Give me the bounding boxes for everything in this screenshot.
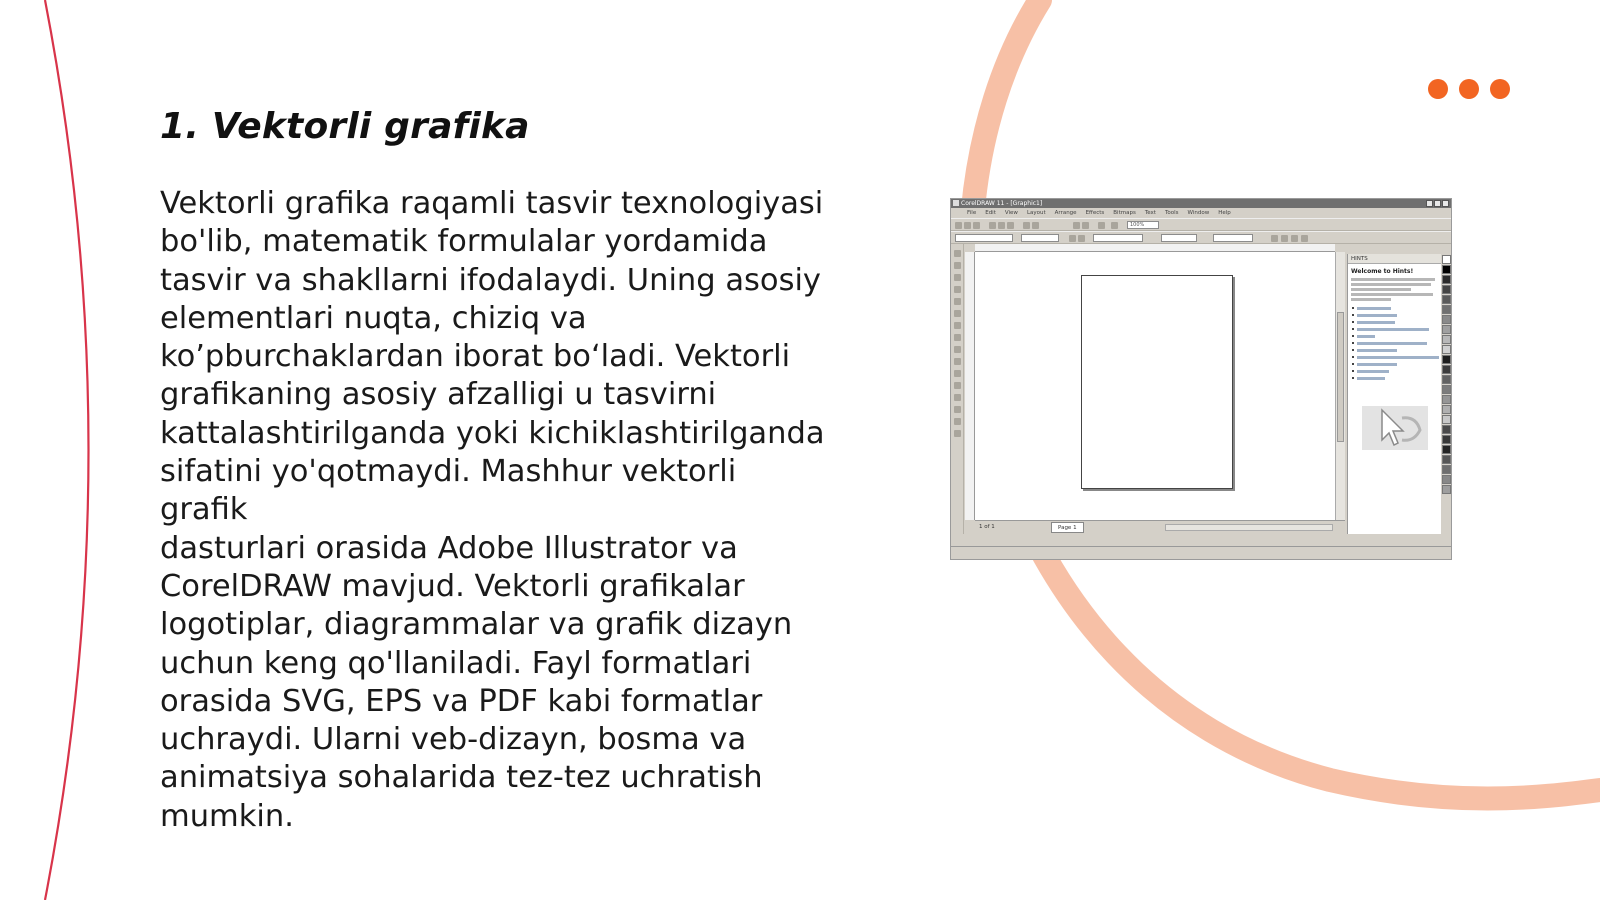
hints-link <box>1357 321 1395 324</box>
hints-text-line <box>1351 288 1411 291</box>
eyedropper-tool-icon <box>954 394 961 401</box>
hints-text-line <box>1351 298 1391 301</box>
page-navigator <box>975 520 1345 534</box>
cut-icon <box>989 222 996 229</box>
duplicate-distance-field <box>1213 234 1253 242</box>
palette-swatch <box>1442 475 1451 484</box>
menu-item: View <box>1004 210 1018 216</box>
menu-item: Help <box>1218 210 1231 216</box>
zoom-field: 100% <box>1127 221 1159 229</box>
palette-swatch <box>1442 335 1451 344</box>
import-icon <box>1073 222 1080 229</box>
coreldraw-screenshot <box>950 198 1452 560</box>
palette-swatch <box>1442 315 1451 324</box>
property-icon <box>1301 235 1308 242</box>
export-icon <box>1082 222 1089 229</box>
hints-link <box>1357 342 1427 345</box>
knife-tool-icon <box>954 274 961 281</box>
shape-tool-icon <box>954 262 961 269</box>
window-controls <box>1426 200 1449 207</box>
minimize-icon <box>1426 200 1433 207</box>
screenshot-window-title: CorelDRAW 11 - [Graphic1] <box>961 200 1043 207</box>
palette-swatch <box>1442 305 1451 314</box>
dot-3 <box>1490 79 1510 99</box>
hints-header: HINTS <box>1348 254 1441 264</box>
palette-swatch <box>1442 285 1451 294</box>
palette-swatch <box>1442 365 1451 374</box>
palette-swatch <box>1442 435 1451 444</box>
standard-toolbar <box>951 218 1451 231</box>
hints-link <box>1357 370 1389 373</box>
close-icon <box>1442 200 1449 207</box>
screenshot-menubar <box>951 208 1451 218</box>
basic-shapes-tool-icon <box>954 358 961 365</box>
palette-swatch <box>1442 325 1451 334</box>
slide-body-text: Vektorli grafika raqamli tasvir texnologiyasi bo'lib, matematik formulalar yordamida tasvir va shakllarni ifodalaydi. Uning asosiy elementlari nuqta, chiziq va ko’pburchaklardan iborat bo‘ladi. Vektorli grafikaning asosiy afzalligi u tasvirni kattalashtirilganda yoki kichiklashtirilganda sifatini yo'qotmaydi. Mashhur vektorli grafik dasturlari orasida Adobe Illustrator va CorelDRAW mavjud. Vektorli grafikalar logotiplar, diagrammalar va grafik dizayn uchun keng qo'llaniladi. Fayl formatlari orasida SVG, EPS va PDF kabi formatlar uchraydi. Ularni veb-dizayn, bosma va animatsiya sohalarida tez-tez uchratish mumkin. <box>160 186 825 834</box>
palette-swatch <box>1442 405 1451 414</box>
left-red-curve <box>45 0 89 900</box>
hints-text-line <box>1351 293 1433 296</box>
nudge-field <box>1161 234 1197 242</box>
property-icon <box>1281 235 1288 242</box>
palette-swatch <box>1442 445 1451 454</box>
copy-icon <box>998 222 1005 229</box>
zoom-tool-icon <box>954 286 961 293</box>
rectangle-tool-icon <box>954 322 961 329</box>
drawing-workarea <box>965 244 1345 534</box>
hints-link <box>1357 349 1397 352</box>
menu-item: Window <box>1187 210 1210 216</box>
app-icon <box>953 200 959 206</box>
color-palette <box>1441 254 1452 534</box>
hints-link <box>1357 328 1429 331</box>
screenshot-statusbar <box>951 546 1451 559</box>
ellipse-tool-icon <box>954 334 961 341</box>
menu-item: Arrange <box>1054 210 1077 216</box>
property-icon <box>1291 235 1298 242</box>
hints-link <box>1357 363 1397 366</box>
property-icon <box>1271 235 1278 242</box>
dot-2 <box>1459 79 1479 99</box>
menu-item: Bitmaps <box>1113 210 1136 216</box>
polygon-tool-icon <box>954 346 961 353</box>
palette-swatch <box>1442 485 1451 494</box>
freehand-tool-icon <box>954 298 961 305</box>
palette-swatch <box>1442 355 1451 364</box>
vertical-ruler <box>965 252 975 520</box>
hints-link <box>1357 307 1391 310</box>
page-width-field <box>1021 234 1059 242</box>
horizontal-ruler <box>975 244 1335 252</box>
property-bar <box>951 231 1451 244</box>
palette-swatch <box>1442 395 1451 404</box>
save-icon <box>973 222 980 229</box>
pick-tool-icon <box>954 250 961 257</box>
new-doc-icon <box>955 222 962 229</box>
document-page <box>1081 275 1233 489</box>
maximize-icon <box>1434 200 1441 207</box>
menu-item: Text <box>1144 210 1156 216</box>
palette-swatch <box>1442 375 1451 384</box>
redo-icon <box>1032 222 1039 229</box>
hints-text-line <box>1351 283 1431 286</box>
hints-link <box>1357 377 1385 380</box>
hints-link <box>1357 335 1375 338</box>
landscape-icon <box>1078 235 1085 242</box>
dot-1 <box>1428 79 1448 99</box>
cursor-illustration-icon <box>1362 406 1428 450</box>
outline-tool-icon <box>954 406 961 413</box>
palette-swatch <box>1442 255 1451 264</box>
drawing-canvas <box>975 252 1335 520</box>
scroll-thumb <box>1337 312 1344 442</box>
menu-item: Layout <box>1026 210 1046 216</box>
smart-fill-tool-icon <box>954 310 961 317</box>
slide-title: 1. Vektorli grafika <box>160 106 530 147</box>
units-field <box>1093 234 1143 242</box>
palette-swatch <box>1442 385 1451 394</box>
screenshot-titlebar <box>951 199 1451 208</box>
print-icon <box>1098 222 1105 229</box>
open-icon <box>964 222 971 229</box>
toolbox <box>951 244 964 534</box>
interactive-blend-tool-icon <box>954 382 961 389</box>
menu-item: Edit <box>985 210 996 216</box>
fill-tool-icon <box>954 418 961 425</box>
hints-link <box>1357 314 1397 317</box>
hints-welcome: Welcome to Hints! <box>1351 268 1414 275</box>
hints-link <box>1357 356 1439 359</box>
palette-swatch <box>1442 425 1451 434</box>
interactive-fill-tool-icon <box>954 430 961 437</box>
palette-swatch <box>1442 455 1451 464</box>
page-tab: Page 1 <box>1051 522 1084 533</box>
page-counter: 1 of 1 <box>979 524 995 530</box>
menu-item: File <box>967 210 977 216</box>
hints-text-line <box>1351 278 1435 281</box>
app-launcher-icon <box>1111 222 1118 229</box>
menu-item: Tools <box>1164 210 1179 216</box>
decorative-dots <box>1428 79 1510 99</box>
portrait-icon <box>1069 235 1076 242</box>
text-tool-icon <box>954 370 961 377</box>
palette-swatch <box>1442 275 1451 284</box>
hints-links <box>1348 307 1441 380</box>
paste-icon <box>1007 222 1014 229</box>
palette-swatch <box>1442 265 1451 274</box>
menu-item: Effects <box>1085 210 1105 216</box>
undo-icon <box>1023 222 1030 229</box>
palette-swatch <box>1442 465 1451 474</box>
vertical-scrollbar <box>1335 252 1345 520</box>
hints-docker <box>1347 254 1441 534</box>
palette-swatch <box>1442 345 1451 354</box>
horizontal-scrollbar <box>1165 524 1333 531</box>
paper-size-field <box>955 234 1013 242</box>
palette-swatch <box>1442 295 1451 304</box>
palette-swatch <box>1442 415 1451 424</box>
